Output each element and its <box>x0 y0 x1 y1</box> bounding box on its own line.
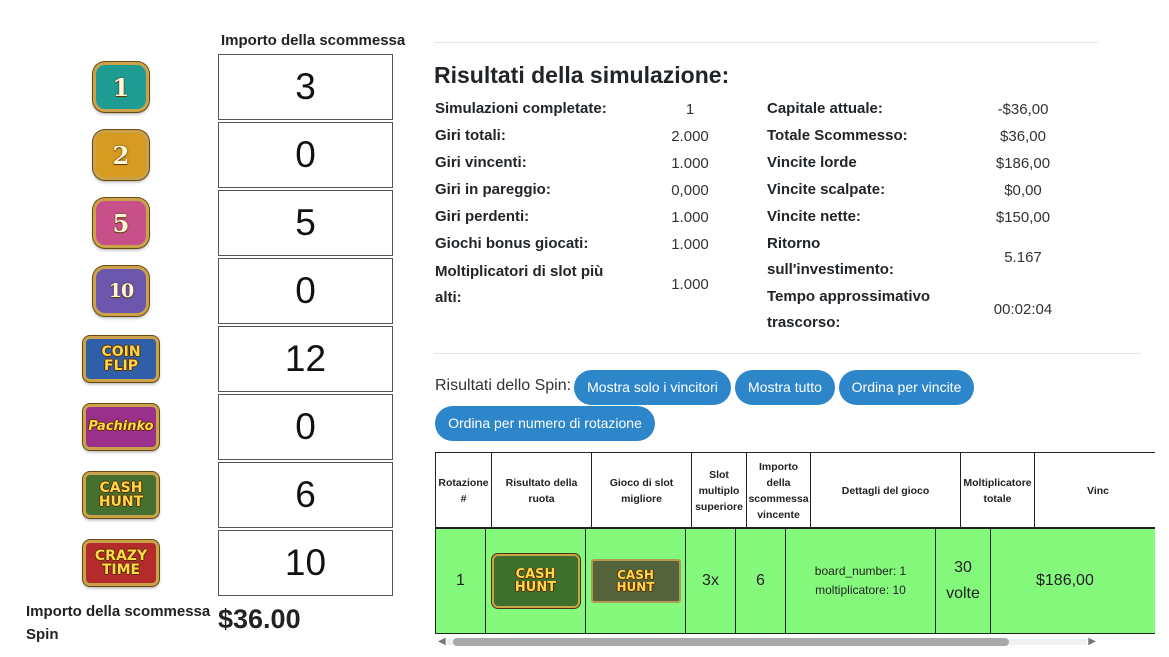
cell-total-multiplier: 30 volte <box>935 529 990 633</box>
number-5-icon: 5 <box>80 198 162 248</box>
detail-board-number: board_number: 1 <box>814 564 907 578</box>
scroll-left-icon[interactable]: ◀ <box>438 636 446 647</box>
cell-top-slot-multiple: 3x <box>685 529 735 633</box>
cash-hunt-icon: CASH HUNT <box>80 470 162 520</box>
spin-results-label: Risultati dello Spin: <box>435 377 572 394</box>
bet-amount-input-cash-hunt[interactable]: 6 <box>218 462 393 528</box>
bet-row-10 <box>0 258 400 324</box>
cell-game-details <box>785 529 935 633</box>
bet-amount-input-crazy-time[interactable]: 10 <box>218 530 393 596</box>
bet-amount-input-2[interactable]: 0 <box>218 122 393 188</box>
header-game-details: Dettagli del gioco <box>810 453 960 528</box>
cell-winnings: $186,00 <box>990 529 1155 633</box>
coin-flip-icon: COIN FLIP <box>80 334 162 384</box>
table-horizontal-scrollbar[interactable] <box>435 636 1099 648</box>
cell-best-slot <box>585 529 685 633</box>
scroll-right-icon[interactable]: ▶ <box>1088 636 1096 647</box>
header-rotation: Rotazione # <box>435 453 491 528</box>
bet-row-1 <box>0 54 400 120</box>
bet-amount-input-1[interactable]: 3 <box>218 54 393 120</box>
cash-hunt-ticket-icon: CASH HUNT <box>591 559 681 603</box>
header-total-multiplier: Moltiplicatore totale <box>960 453 1034 528</box>
show-winners-button[interactable]: Mostra solo i vincitori <box>574 370 731 405</box>
bet-row-pachinko <box>0 394 400 460</box>
cell-winning-bet: 6 <box>735 529 785 633</box>
bet-amount-input-5[interactable]: 5 <box>218 190 393 256</box>
cell-rotation: 1 <box>435 529 485 633</box>
table-row[interactable] <box>435 529 1155 634</box>
number-2-icon: 2 <box>80 130 162 180</box>
total-bet-value: $36.00 <box>218 604 301 634</box>
header-winnings: Vinc <box>1034 453 1155 528</box>
pachinko-icon: Pachinko <box>80 402 162 452</box>
cell-wheel-result <box>485 529 585 633</box>
bet-amount-input-pachinko[interactable]: 0 <box>218 394 393 460</box>
table-header <box>435 452 1155 529</box>
bet-row-crazy-time <box>0 530 400 596</box>
spin-results-table <box>435 452 1109 634</box>
bet-row-coin-flip <box>0 326 400 392</box>
results-title: Risultati della simulazione: <box>434 62 730 88</box>
sort-by-rotation-button[interactable]: Ordina per numero di rotazione <box>435 406 655 441</box>
divider <box>434 353 1141 354</box>
number-1-icon: 1 <box>80 62 162 112</box>
show-all-button[interactable]: Mostra tutto <box>735 370 835 405</box>
header-best-slot-game: Gioco di slot migliore <box>591 453 691 528</box>
header-wheel-result: Risultato della ruota <box>491 453 591 528</box>
bet-row-cash-hunt <box>0 462 400 528</box>
sort-by-winnings-button[interactable]: Ordina per vincite <box>839 370 974 405</box>
bet-amount-header: Importo della scommessa <box>221 32 406 49</box>
bet-row-5 <box>0 190 400 256</box>
detail-multiplier: moltiplicatore: 10 <box>815 583 906 597</box>
bet-amount-input-10[interactable]: 0 <box>218 258 393 324</box>
crazy-time-icon: CRAZY TIME <box>80 538 162 588</box>
divider <box>434 42 1098 43</box>
bet-amount-input-coin-flip[interactable]: 12 <box>218 326 393 392</box>
header-top-slot-multiple: Slot multiplo superiore <box>691 453 746 528</box>
header-winning-bet: Importo della scommessa vincente <box>746 453 810 528</box>
bet-row-2 <box>0 122 400 188</box>
number-10-icon: 10 <box>80 266 162 316</box>
cash-hunt-icon: CASH HUNT <box>492 554 580 608</box>
total-bet-label: Importo della scommessa Spin <box>26 603 211 643</box>
scrollbar-thumb[interactable] <box>453 638 1009 646</box>
